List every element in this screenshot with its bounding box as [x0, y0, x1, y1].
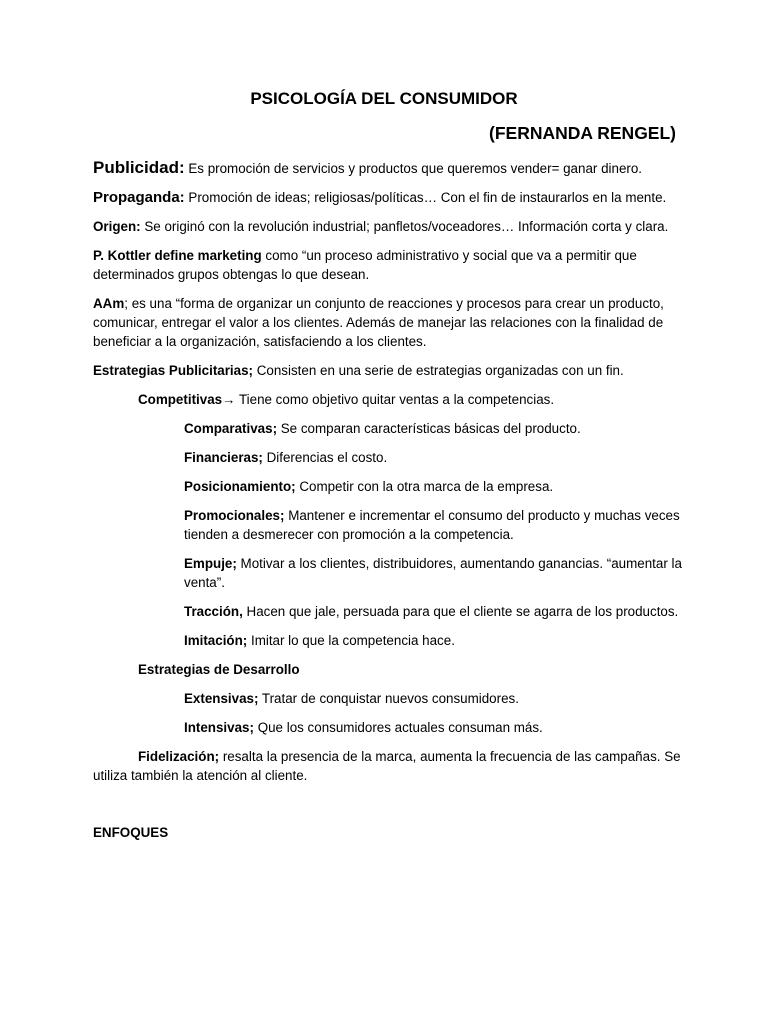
text-competitivas: Tiene como objetivo quitar ventas a la competencias.	[235, 392, 555, 407]
text-comparativas: Se comparan características básicas del producto.	[277, 421, 581, 436]
term-promocionales: Promocionales;	[184, 508, 285, 523]
list-item	[184, 631, 683, 650]
term-propaganda: Propaganda:	[93, 189, 185, 206]
paragraph-fidelizacion	[93, 747, 683, 785]
text-extensivas: Tratar de conquistar nuevos consumidores.	[258, 691, 519, 706]
list-item	[184, 477, 683, 496]
text-imitacion: Imitar lo que la competencia hace.	[247, 633, 455, 648]
text-estrategias: Consisten en una serie de estrategias organizadas con un fin.	[253, 363, 624, 378]
list-item	[184, 419, 683, 438]
text-intensivas: Que los consumidores actuales consuman más.	[253, 720, 543, 735]
text-propaganda: Promoción de ideas; religiosas/políticas… Con el fin de instaurarlos en la mente.	[184, 190, 667, 205]
term-origen: Origen:	[93, 219, 141, 234]
paragraph-publicidad	[93, 158, 683, 178]
text-promocionales: Mantener e incrementar el consumo del producto y muchas veces tienden a desmerecer con promoción a la competencia.	[184, 508, 680, 542]
paragraph-estrategias	[93, 361, 683, 380]
list-item	[184, 689, 683, 708]
term-publicidad: Publicidad:	[93, 158, 185, 177]
paragraph-propaganda	[93, 188, 683, 207]
term-estrategias: Estrategias Publicitarias;	[93, 363, 254, 378]
list-item	[184, 602, 683, 621]
term-empuje: Empuje;	[184, 556, 237, 571]
paragraph-kottler	[93, 246, 683, 284]
text-posicionamiento: Competir con la otra marca de la empresa.	[295, 479, 554, 494]
text-financieras: Diferencias el costo.	[262, 450, 388, 465]
term-posicionamiento: Posicionamiento;	[184, 479, 296, 494]
text-traccion: Hacen que jale, persuada para que el cliente se agarra de los productos.	[242, 604, 679, 619]
text-origen: Se originó con la revolución industrial; panfletos/voceadores… Información corta y clara.	[140, 219, 669, 234]
term-aam: AAm	[93, 296, 125, 311]
text-kottler: como “un proceso administrativo y social que va a permitir que determinados grupos obtengas lo que desean.	[93, 248, 637, 282]
term-imitacion: Imitación;	[184, 633, 248, 648]
document-body	[93, 158, 683, 852]
spacer	[93, 795, 683, 823]
list-item	[184, 554, 683, 592]
term-comparativas: Comparativas;	[184, 421, 278, 436]
text-empuje: Motivar a los clientes, distribuidores, aumentando ganancias. “aumentar la venta”.	[184, 556, 682, 590]
paragraph-competitivas	[138, 390, 683, 409]
list-item	[184, 718, 683, 737]
document-author: (FERNANDA RENGEL)	[489, 123, 676, 143]
term-extensivas: Extensivas;	[184, 691, 259, 706]
term-competitivas: Competitivas	[138, 392, 223, 407]
term-kottler: P. Kottler define marketing	[93, 248, 262, 263]
term-traccion: Tracción,	[184, 604, 243, 619]
document-title: PSICOLOGÍA DEL CONSUMIDOR	[250, 89, 518, 108]
term-fidelizacion: Fidelización;	[138, 749, 220, 764]
paragraph-desarrollo	[138, 660, 683, 679]
term-financieras: Financieras;	[184, 450, 263, 465]
term-desarrollo: Estrategias de Desarrollo	[138, 662, 300, 677]
arrow-right-icon: →	[222, 392, 236, 407]
paragraph-aam	[93, 294, 683, 351]
paragraph-origen	[93, 217, 683, 236]
text-fidelizacion: resalta la presencia de la marca, aumenta la frecuencia de las campañas. Se utiliza también la atención al cliente.	[93, 749, 681, 783]
section-heading-enfoques: ENFOQUES	[93, 825, 169, 840]
list-item	[184, 506, 683, 544]
list-item	[184, 448, 683, 467]
term-intensivas: Intensivas;	[184, 720, 254, 735]
text-aam: ; es una “forma de organizar un conjunto de reacciones y procesos para crear un producto, comunicar, entregar el valor a los clientes. Además de manejar las relaciones con la finalidad de beneficiar a la organización, satisfaciendo a los clientes.	[93, 296, 664, 349]
text-publicidad: Es promoción de servicios y productos que queremos vender= ganar dinero.	[184, 161, 643, 176]
